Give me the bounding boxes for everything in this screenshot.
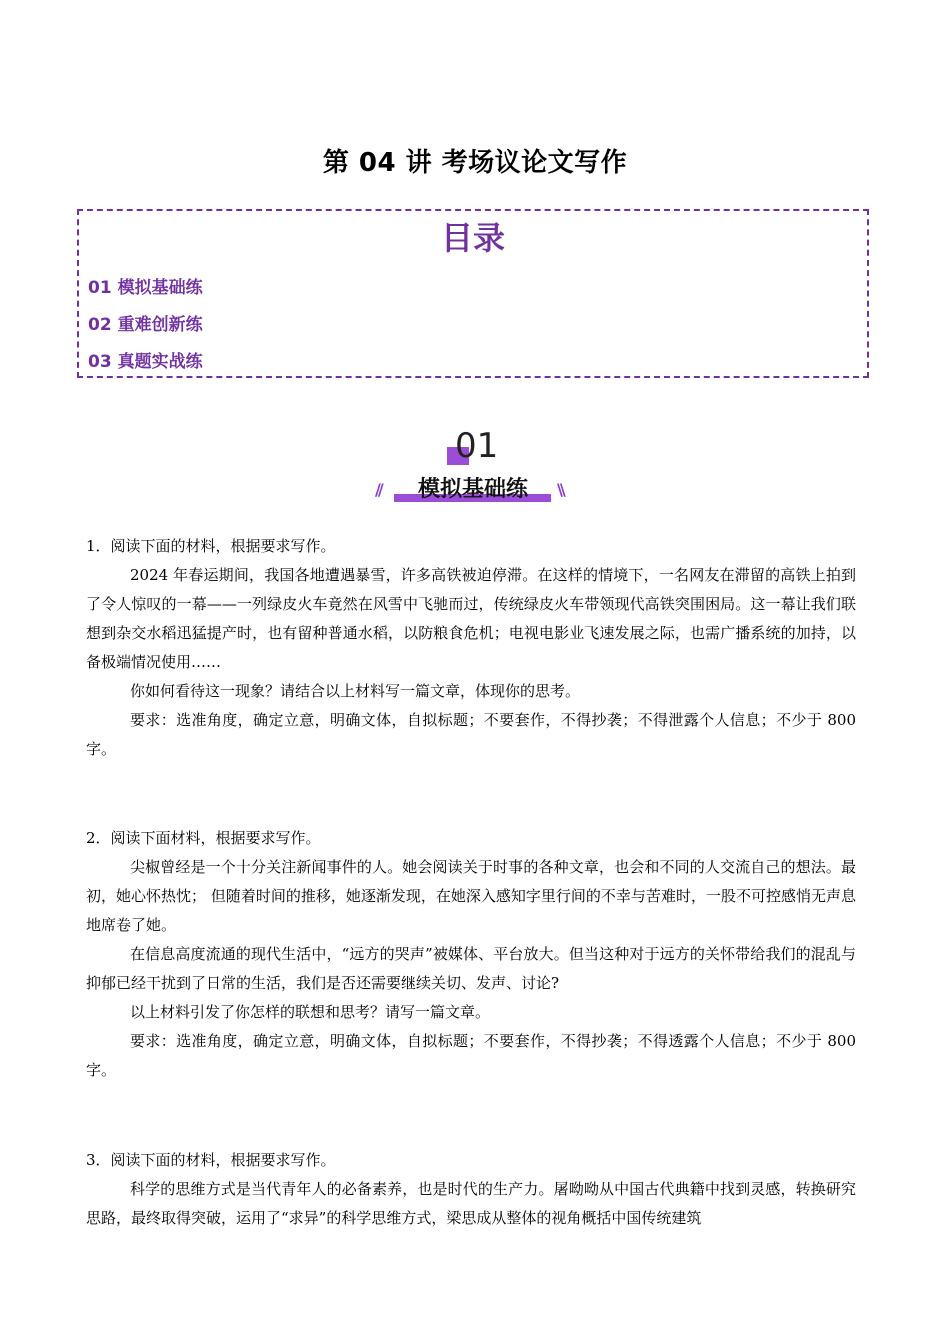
- question-2-prompt: 以上材料引发了你怎样的联想和思考？请写一篇文章。: [130, 1003, 491, 1021]
- toc-item-1[interactable]: 01 模拟基础练: [88, 278, 203, 298]
- question-2-material-1: 尖椒曾经是一个十分关注新闻事件的人。她会阅读关于时事的各种文章，也会和不同的人交流自己的想法。最初，她心怀热忱； 但随着时间的推移，她逐渐发现，在她深入感知字里行间的不幸与苦难时，一股不可控感悄无声息地席卷了她。: [86, 858, 856, 934]
- question-1-prompt: 你如何看待这一现象？请结合以上材料写一篇文章，体现你的思考。: [130, 682, 581, 700]
- section-banner: [373, 428, 573, 508]
- question-3-material: 科学的思维方式是当代青年人的必备素养，也是时代的生产力。屠呦呦从中国古代典籍中找到灵感，转换研究思路，最终取得突破，运用了“求异”的科学思维方式，梁思成从整体的视角概括中国传统建筑: [86, 1180, 856, 1227]
- document-title: 第 04 讲 考场议论文写作: [322, 148, 628, 178]
- section-label: 模拟基础练: [417, 477, 528, 502]
- toc-item-3[interactable]: 03 真题实战练: [88, 352, 203, 372]
- question-1-requirements: 要求：选准角度，确定立意，明确文体，自拟标题；不要套作，不得抄袭；不得泄露个人信息；不少于 800 字。: [86, 711, 856, 758]
- question-2-title: 2．阅读下面材料，根据要求写作。: [86, 829, 321, 847]
- question-1-material: 2024 年春运期间，我国各地遭遇暴雪，许多高铁被迫停滞。在这样的情境下，一名网友在滞留的高铁上拍到了令人惊叹的一幕——一列绿皮火车竟然在风雪中飞驰而过，传统绿皮火车带领现代高铁突围困局。这一幕让我们联想到杂交水稻迅猛提产时，也有留种普通水稻，以防粮食危机；电视电影业飞速发展之际，也需广播系统的加持，以备极端情况使用……: [86, 566, 856, 671]
- question-2-requirements: 要求：选准角度，确定立意，明确文体，自拟标题；不要套作，不得抄袭；不得透露个人信息；不少于 800 字。: [86, 1032, 856, 1079]
- right-slash-mark: \\: [557, 480, 563, 499]
- left-slash-mark: //: [375, 480, 381, 499]
- table-of-contents: [77, 209, 869, 378]
- question-2-material-2: 在信息高度流通的现代生活中，“远方的哭声”被媒体、平台放大。但当这种对于远方的关怀带给我们的混乱与抑郁已经干扰到了日常的生活，我们是否还需要继续关切、发声、讨论?: [86, 945, 856, 992]
- toc-heading: 目录: [440, 219, 505, 257]
- toc-item-2[interactable]: 02 重难创新练: [88, 315, 203, 335]
- question-3-title: 3．阅读下面的材料，根据要求写作。: [86, 1151, 336, 1169]
- question-1-title: 1．阅读下面的材料，根据要求写作。: [86, 537, 336, 555]
- section-number: 01: [455, 426, 499, 466]
